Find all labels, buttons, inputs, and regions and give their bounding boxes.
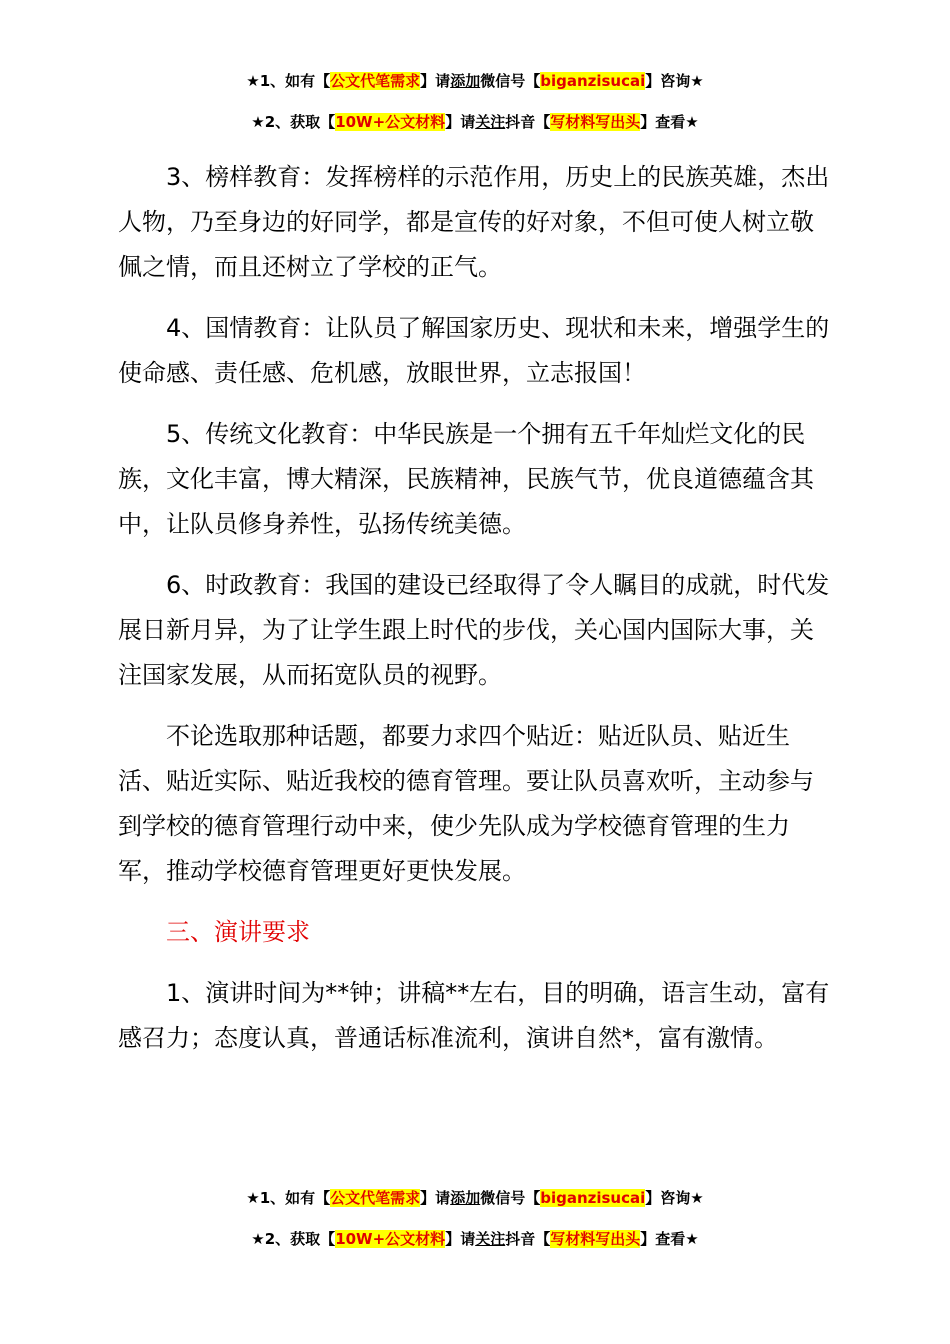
- banner-line-2-bottom: [0, 1229, 950, 1249]
- banner-text: ★2、获取【: [251, 1230, 336, 1248]
- banner-underline: 关注: [475, 1230, 506, 1248]
- banner-text: 】请: [445, 113, 476, 131]
- paragraph-current-affairs: 6、时政教育：我国的建设已经取得了令人瞩目的成就，时代发展日新月异，为了让学生跟上时代的步伐，关心国内国际大事，关注国家发展，从而拓宽队员的视野。: [118, 571, 830, 689]
- banner-text: 】查看★: [640, 113, 699, 131]
- banner-underline: 关注: [475, 113, 506, 131]
- banner-highlight: 写材料写出头: [550, 113, 641, 131]
- document-body: [118, 155, 834, 1077]
- banner-highlight: 10W+公文材料: [335, 113, 446, 131]
- banner-text: 抖音【: [505, 113, 551, 131]
- paragraph-role-model: 3、榜样教育：发挥榜样的示范作用，历史上的民族英雄，杰出人物，乃至身边的好同学，都是宣传的好对象，不但可使人树立敬佩之情，而且还树立了学校的正气。: [118, 163, 830, 281]
- banner-highlight: biganzisucai: [540, 1189, 646, 1207]
- banner-highlight: 写材料写出头: [550, 1230, 641, 1248]
- banner-highlight: biganzisucai: [540, 72, 646, 90]
- paragraph-traditional-culture: 5、传统文化教育：中华民族是一个拥有五千年灿烂文化的民族，文化丰富，博大精深，民族精神，民族气节，优良道德蕴含其中，让队员修身养性，弘扬传统美德。: [118, 420, 814, 538]
- banner-highlight: 10W+公文材料: [335, 1230, 446, 1248]
- section-heading: 三、演讲要求: [166, 918, 310, 946]
- banner-underline: 添加: [450, 72, 481, 90]
- banner-text: ★2、获取【: [251, 113, 336, 131]
- banner-text: 】查看★: [640, 1230, 699, 1248]
- banner-text: ★1、如有【: [246, 1189, 331, 1207]
- banner-text: 】请: [420, 1189, 451, 1207]
- paragraph-four-close: 不论选取那种话题，都要力求四个贴近：贴近队员、贴近生活、贴近实际、贴近我校的德育管理。要让队员喜欢听，主动参与到学校的德育管理行动中来，使少先队成为学校德育管理的生力军，推动学校德育管理更好更快发展。: [118, 722, 814, 885]
- banner-line-1-bottom: [0, 1188, 950, 1208]
- banner-text: 微信号【: [480, 1189, 541, 1207]
- banner-text: 】咨询★: [645, 72, 704, 90]
- banner-line-1-top: [0, 71, 950, 91]
- banner-text: 微信号【: [480, 72, 541, 90]
- banner-text: ★1、如有【: [246, 72, 331, 90]
- banner-text: 】请: [445, 1230, 476, 1248]
- banner-text: 】请: [420, 72, 451, 90]
- banner-text: 】咨询★: [645, 1189, 704, 1207]
- banner-text: 抖音【: [505, 1230, 551, 1248]
- banner-line-2-top: [0, 112, 950, 132]
- paragraph-requirement: 1、演讲时间为**钟；讲稿**左右，目的明确，语言生动，富有感召力；态度认真，普通话标准流利，演讲自然*，富有激情。: [118, 979, 830, 1052]
- banner-highlight: 公文代笔需求: [330, 1189, 421, 1207]
- paragraph-national-conditions: 4、国情教育：让队员了解国家历史、现状和未来，增强学生的使命感、责任感、危机感，放眼世界，立志报国！: [118, 314, 830, 387]
- banner-underline: 添加: [450, 1189, 481, 1207]
- banner-highlight: 公文代笔需求: [330, 72, 421, 90]
